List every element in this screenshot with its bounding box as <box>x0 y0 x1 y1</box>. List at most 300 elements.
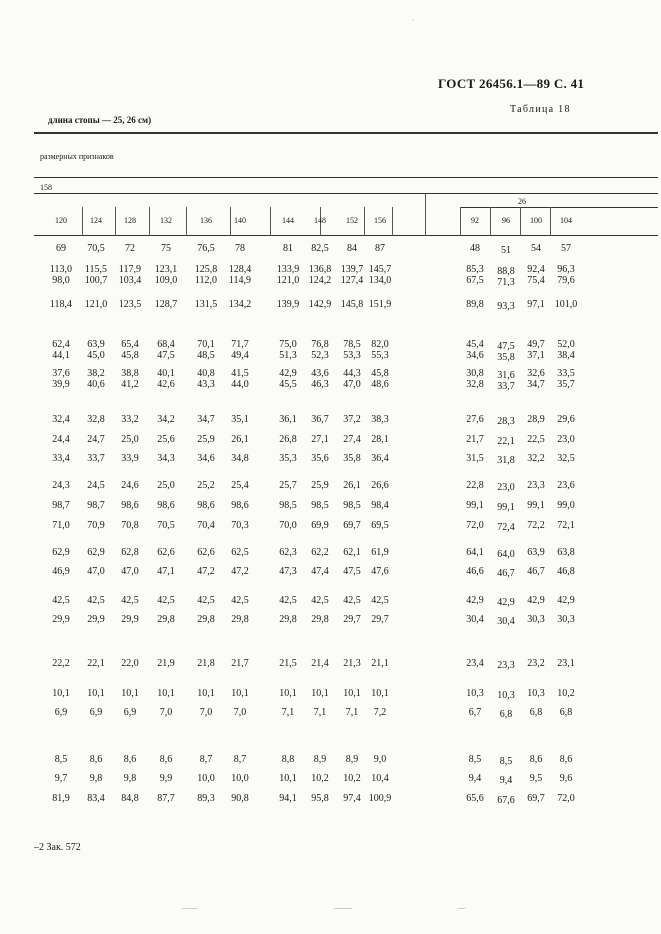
table-cell: 9,4 <box>499 775 513 786</box>
table-cell: 23,1 <box>557 658 575 669</box>
table-cell: 70,4 <box>197 520 215 531</box>
table-cell: 31,6 <box>497 370 515 381</box>
table-cell: 51 <box>501 245 511 256</box>
speck-mark: · <box>412 18 414 24</box>
table-cell: 35,3 <box>279 453 297 464</box>
table-cell: 6,7 <box>468 707 482 718</box>
table-cell: 22,1 <box>87 658 105 669</box>
table-cell: 8,9 <box>313 754 327 765</box>
table-cell: 7,1 <box>345 707 359 718</box>
table-cell: 29,6 <box>557 414 575 425</box>
table-cell: 35,8 <box>497 352 515 363</box>
table-cell: 9,6 <box>559 773 573 784</box>
table-cell: 97,4 <box>343 793 361 804</box>
table-cell: 71,0 <box>52 520 70 531</box>
table-cell: 21,8 <box>197 658 215 669</box>
table-cell: 42,9 <box>497 597 515 608</box>
table-cell: 42,5 <box>311 595 329 606</box>
table-cell: 87 <box>375 243 385 254</box>
table-cell: 27,6 <box>466 414 484 425</box>
table-cell: 35,7 <box>557 379 575 390</box>
table-cell: 99,0 <box>557 500 575 511</box>
table-cell: 139,9 <box>276 299 300 310</box>
table-cell: 6,8 <box>499 709 513 720</box>
column-header: 104 <box>560 216 572 225</box>
table-cell: 29,9 <box>121 614 139 625</box>
table-cell: 23,4 <box>466 658 484 669</box>
table-cell: 10,1 <box>231 688 249 699</box>
table-cell: 38,2 <box>87 368 105 379</box>
table-cell: 35,6 <box>311 453 329 464</box>
table-cell: 21,4 <box>311 658 329 669</box>
table-cell: 22,5 <box>527 434 545 445</box>
table-cell: 46,3 <box>311 379 329 390</box>
table-cell: 7,0 <box>233 707 247 718</box>
table-cell: 98,5 <box>279 500 297 511</box>
table-cell: 131,5 <box>194 299 218 310</box>
table-cell: 10,1 <box>311 688 329 699</box>
table-cell: 30,4 <box>497 616 515 627</box>
table-cell: 26,8 <box>279 434 297 445</box>
table-cell: 37,1 <box>527 350 545 361</box>
table-cell: 10,1 <box>197 688 215 699</box>
table-cell: 72 <box>125 243 135 254</box>
table-cell: 42,5 <box>197 595 215 606</box>
table-cell: 69,7 <box>527 793 545 804</box>
table-cell: 36,4 <box>371 453 389 464</box>
table-cell: 70,3 <box>231 520 249 531</box>
table-cell: 10,1 <box>157 688 175 699</box>
table-cell: 6,8 <box>529 707 543 718</box>
table-cell: 46,6 <box>466 566 484 577</box>
table-cell: 62,9 <box>52 547 70 558</box>
table-cell: 81,9 <box>52 793 70 804</box>
table-cell: 37,6 <box>52 368 70 379</box>
speck-mark: —·—· <box>182 906 198 912</box>
table-cell: 47,2 <box>231 566 249 577</box>
table-cell: 32,2 <box>527 453 545 464</box>
rule-header-bottom <box>34 235 658 236</box>
table-cell: 64,0 <box>497 549 515 560</box>
table-cell: 9,4 <box>468 773 482 784</box>
column-header: 140 <box>234 216 246 225</box>
table-cell: 6,9 <box>89 707 103 718</box>
table-cell: 31,8 <box>497 455 515 466</box>
table-cell: 98,6 <box>231 500 249 511</box>
table-cell: 62,8 <box>121 547 139 558</box>
table-cell: 78,5 <box>343 339 361 350</box>
table-cell: 100,7 <box>84 275 108 286</box>
table-cell: 87,7 <box>157 793 175 804</box>
table-cell: 96,3 <box>557 264 575 275</box>
table-cell: 72,1 <box>557 520 575 531</box>
table-cell: 42,5 <box>371 595 389 606</box>
table-cell: 78 <box>235 243 245 254</box>
table-cell: 62,9 <box>87 547 105 558</box>
table-cell: 42,9 <box>279 368 297 379</box>
table-cell: 7,1 <box>313 707 327 718</box>
table-cell: 40,1 <box>157 368 175 379</box>
table-cell: 6,9 <box>54 707 68 718</box>
table-cell: 117,9 <box>118 264 142 275</box>
table-cell: 34,6 <box>466 350 484 361</box>
table-cell: 63,9 <box>87 339 105 350</box>
table-cell: 79,6 <box>557 275 575 286</box>
table-cell: 29,8 <box>157 614 175 625</box>
table-cell: 45,8 <box>121 350 139 361</box>
table-cell: 99,1 <box>466 500 484 511</box>
table-cell: 89,3 <box>197 793 215 804</box>
table-cell: 92,4 <box>527 264 545 275</box>
table-cell: 22,1 <box>497 436 515 447</box>
table-cell: 70,9 <box>87 520 105 531</box>
rule-1 <box>34 177 658 178</box>
table-cell: 33,7 <box>497 381 515 392</box>
column-header: 156 <box>374 216 386 225</box>
table-cell: 114,9 <box>228 275 252 286</box>
table-cell: 84 <box>347 243 357 254</box>
table-cell: 67,6 <box>497 795 515 806</box>
table-cell: 10,2 <box>343 773 361 784</box>
table-cell: 29,8 <box>311 614 329 625</box>
table-cell: 98,6 <box>157 500 175 511</box>
table-cell: 72,0 <box>466 520 484 531</box>
table-cell: 100,9 <box>368 793 392 804</box>
table-cell: 65,6 <box>466 793 484 804</box>
table-cell: 29,9 <box>87 614 105 625</box>
table-cell: 75,0 <box>279 339 297 350</box>
table-cell: 127,4 <box>340 275 364 286</box>
table-cell: 62,3 <box>279 547 297 558</box>
column-header: 124 <box>90 216 102 225</box>
column-header: 92 <box>471 216 479 225</box>
table-cell: 53,3 <box>343 350 361 361</box>
column-divider <box>186 207 187 236</box>
table-cell: 75,4 <box>527 275 545 286</box>
table-cell: 10,3 <box>527 688 545 699</box>
table-cell: 34,8 <box>231 453 249 464</box>
table-cell: 30,4 <box>466 614 484 625</box>
table-cell: 9,8 <box>89 773 103 784</box>
table-cell: 98,6 <box>197 500 215 511</box>
table-cell: 10,3 <box>466 688 484 699</box>
table-cell: 45,8 <box>371 368 389 379</box>
table-cell: 9,5 <box>529 773 543 784</box>
table-cell: 27,4 <box>343 434 361 445</box>
table-cell: 34,6 <box>197 453 215 464</box>
table-cell: 33,5 <box>557 368 575 379</box>
table-cell: 10,1 <box>52 688 70 699</box>
table-cell: 62,4 <box>52 339 70 350</box>
table-cell: 47,6 <box>371 566 389 577</box>
table-cell: 32,5 <box>557 453 575 464</box>
table-cell: 35,8 <box>343 453 361 464</box>
table-cell: 31,5 <box>466 453 484 464</box>
table-cell: 30,8 <box>466 368 484 379</box>
table-cell: 124,2 <box>308 275 332 286</box>
table-cell: 47,1 <box>157 566 175 577</box>
table-cell: 70,5 <box>157 520 175 531</box>
table-cell: 125,8 <box>194 264 218 275</box>
table-cell: 41,2 <box>121 379 139 390</box>
table-number: Таблица 18 <box>510 104 571 115</box>
table-cell: 97,1 <box>527 299 545 310</box>
table-cell: 7,0 <box>159 707 173 718</box>
table-cell: 101,0 <box>554 299 578 310</box>
table-cell: 72,0 <box>557 793 575 804</box>
table-cell: 7,0 <box>199 707 213 718</box>
table-cell: 32,6 <box>527 368 545 379</box>
table-cell: 36,1 <box>279 414 297 425</box>
table-cell: 121,0 <box>276 275 300 286</box>
table-cell: 21,7 <box>231 658 249 669</box>
table-cell: 99,1 <box>497 502 515 513</box>
table-cell: 94,1 <box>279 793 297 804</box>
table-cell: 36,7 <box>311 414 329 425</box>
table-cell: 62,5 <box>231 547 249 558</box>
table-cell: 40,6 <box>87 379 105 390</box>
table-cell: 8,5 <box>54 754 68 765</box>
table-cell: 82,0 <box>371 339 389 350</box>
group-label-right: 26 <box>518 197 526 206</box>
table-cell: 98,6 <box>121 500 139 511</box>
table-cell: 48,5 <box>197 350 215 361</box>
table-cell: 24,3 <box>52 480 70 491</box>
table-cell: 25,0 <box>121 434 139 445</box>
table-cell: 25,4 <box>231 480 249 491</box>
table-cell: 6,9 <box>123 707 137 718</box>
table-cell: 23,3 <box>497 660 515 671</box>
table-cell: 25,2 <box>197 480 215 491</box>
table-cell: 8,7 <box>233 754 247 765</box>
table-cell: 29,8 <box>279 614 297 625</box>
table-cell: 30,3 <box>557 614 575 625</box>
column-header: 136 <box>200 216 212 225</box>
column-header: 128 <box>124 216 136 225</box>
table-cell: 34,7 <box>527 379 545 390</box>
table-cell: 25,6 <box>157 434 175 445</box>
page-header: ГОСТ 26456.1—89 С. 41 <box>438 76 585 91</box>
table-cell: 113,0 <box>49 264 73 275</box>
column-header: 144 <box>282 216 294 225</box>
table-cell: 8,6 <box>123 754 137 765</box>
table-cell: 38,8 <box>121 368 139 379</box>
table-cell: 76,5 <box>197 243 215 254</box>
table-cell: 136,8 <box>308 264 332 275</box>
table-cell: 98,5 <box>343 500 361 511</box>
table-cell: 21,5 <box>279 658 297 669</box>
table-cell: 22,8 <box>466 480 484 491</box>
column-divider <box>270 207 271 236</box>
table-cell: 63,9 <box>527 547 545 558</box>
table-cell: 62,2 <box>311 547 329 558</box>
table-cell: 10,1 <box>121 688 139 699</box>
table-cell: 67,5 <box>466 275 484 286</box>
table-cell: 7,2 <box>373 707 387 718</box>
table-cell: 75 <box>161 243 171 254</box>
table-cell: 65,4 <box>121 339 139 350</box>
table-cell: 33,2 <box>121 414 139 425</box>
table-cell: 45,4 <box>466 339 484 350</box>
table-cell: 40,8 <box>197 368 215 379</box>
table-cell: 99,1 <box>527 500 545 511</box>
table-cell: 33,9 <box>121 453 139 464</box>
table-cell: 21,9 <box>157 658 175 669</box>
table-cell: 82,5 <box>311 243 329 254</box>
table-cell: 46,8 <box>557 566 575 577</box>
table-cell: 10,2 <box>311 773 329 784</box>
table-cell: 26,1 <box>343 480 361 491</box>
table-cell: 151,9 <box>368 299 392 310</box>
table-cell: 10,1 <box>279 773 297 784</box>
table-cell: 123,5 <box>118 299 142 310</box>
table-cell: 43,6 <box>311 368 329 379</box>
table-cell: 24,6 <box>121 480 139 491</box>
table-cell: 8,8 <box>281 754 295 765</box>
table-cell: 30,3 <box>527 614 545 625</box>
table-cell: 90,8 <box>231 793 249 804</box>
table-cell: 52,3 <box>311 350 329 361</box>
table-cell: 134,0 <box>368 275 392 286</box>
table-cell: 23,3 <box>527 480 545 491</box>
table-cell: 139,7 <box>340 264 364 275</box>
table-cell: 54 <box>531 243 541 254</box>
table-cell: 42,6 <box>157 379 175 390</box>
table-cell: 128,7 <box>154 299 178 310</box>
table-cell: 41,5 <box>231 368 249 379</box>
caption-text: размерных признаков <box>40 152 114 161</box>
table-cell: 48,6 <box>371 379 389 390</box>
table-cell: 10,1 <box>371 688 389 699</box>
table-cell: 70,8 <box>121 520 139 531</box>
table-cell: 123,1 <box>154 264 178 275</box>
table-cell: 8,6 <box>529 754 543 765</box>
table-cell: 69,5 <box>371 520 389 531</box>
column-header: 96 <box>502 216 510 225</box>
table-cell: 42,9 <box>557 595 575 606</box>
table-cell: 24,5 <box>87 480 105 491</box>
table-cell: 34,3 <box>157 453 175 464</box>
table-cell: 98,0 <box>52 275 70 286</box>
table-cell: 9,0 <box>373 754 387 765</box>
table-cell: 42,5 <box>279 595 297 606</box>
table-cell: 55,3 <box>371 350 389 361</box>
table-cell: 10,1 <box>87 688 105 699</box>
table-cell: 47,3 <box>279 566 297 577</box>
table-cell: 62,6 <box>157 547 175 558</box>
table-cell: 115,5 <box>84 264 108 275</box>
table-cell: 10,4 <box>371 773 389 784</box>
table-cell: 42,5 <box>343 595 361 606</box>
table-cell: 84,8 <box>121 793 139 804</box>
table-cell: 9,9 <box>159 773 173 784</box>
table-cell: 47,5 <box>497 341 515 352</box>
speck-mark: ——— <box>334 906 352 912</box>
table-cell: 47,0 <box>343 379 361 390</box>
table-cell: 145,7 <box>368 264 392 275</box>
table-cell: 63,8 <box>557 547 575 558</box>
table-cell: 9,7 <box>54 773 68 784</box>
table-cell: 89,8 <box>466 299 484 310</box>
group-label-left: 158 <box>40 183 52 192</box>
table-cell: 10,0 <box>197 773 215 784</box>
table-cell: 35,1 <box>231 414 249 425</box>
footer-note: –2 Зак. 572 <box>34 842 81 853</box>
table-cell: 29,7 <box>343 614 361 625</box>
table-cell: 42,5 <box>121 595 139 606</box>
table-cell: 95,8 <box>311 793 329 804</box>
rule-2 <box>34 193 658 194</box>
table-cell: 37,2 <box>343 414 361 425</box>
table-cell: 98,5 <box>311 500 329 511</box>
table-cell: 45,0 <box>87 350 105 361</box>
table-cell: 46,7 <box>527 566 545 577</box>
table-cell: 81 <box>283 243 293 254</box>
table-subtitle: длина стопы — 25, 26 см) <box>48 115 152 125</box>
column-divider <box>425 194 426 236</box>
table-cell: 118,4 <box>49 299 73 310</box>
table-cell: 10,1 <box>279 688 297 699</box>
table-cell: 23,0 <box>557 434 575 445</box>
table-cell: 49,7 <box>527 339 545 350</box>
table-cell: 8,6 <box>89 754 103 765</box>
table-cell: 62,1 <box>343 547 361 558</box>
table-cell: 25,7 <box>279 480 297 491</box>
table-cell: 46,9 <box>52 566 70 577</box>
table-cell: 93,3 <box>497 301 515 312</box>
table-cell: 47,0 <box>121 566 139 577</box>
table-cell: 68,4 <box>157 339 175 350</box>
table-cell: 21,3 <box>343 658 361 669</box>
table-cell: 98,4 <box>371 500 389 511</box>
table-cell: 34,2 <box>157 414 175 425</box>
table-cell: 10,3 <box>497 690 515 701</box>
table-cell: 142,9 <box>308 299 332 310</box>
table-cell: 10,1 <box>343 688 361 699</box>
table-cell: 112,0 <box>194 275 218 286</box>
table-cell: 29,9 <box>52 614 70 625</box>
table-cell: 47,2 <box>197 566 215 577</box>
table-cell: 6,8 <box>559 707 573 718</box>
table-cell: 23,6 <box>557 480 575 491</box>
table-cell: 23,0 <box>497 482 515 493</box>
column-header: 132 <box>160 216 172 225</box>
table-cell: 69,9 <box>311 520 329 531</box>
table-cell: 145,8 <box>340 299 364 310</box>
table-cell: 8,9 <box>345 754 359 765</box>
table-cell: 103,4 <box>118 275 142 286</box>
table-cell: 29,7 <box>371 614 389 625</box>
table-cell: 25,9 <box>311 480 329 491</box>
table-cell: 134,2 <box>228 299 252 310</box>
table-cell: 33,4 <box>52 453 70 464</box>
column-header: 120 <box>55 216 67 225</box>
table-cell: 44,1 <box>52 350 70 361</box>
table-cell: 8,5 <box>468 754 482 765</box>
table-cell: 44,3 <box>343 368 361 379</box>
table-cell: 83,4 <box>87 793 105 804</box>
table-cell: 8,6 <box>559 754 573 765</box>
table-cell: 76,8 <box>311 339 329 350</box>
table-cell: 24,4 <box>52 434 70 445</box>
table-cell: 44,0 <box>231 379 249 390</box>
column-header: 148 <box>314 216 326 225</box>
table-cell: 133,9 <box>276 264 300 275</box>
table-cell: 72,4 <box>497 522 515 533</box>
table-cell: 72,2 <box>527 520 545 531</box>
table-cell: 25,0 <box>157 480 175 491</box>
table-cell: 38,4 <box>557 350 575 361</box>
